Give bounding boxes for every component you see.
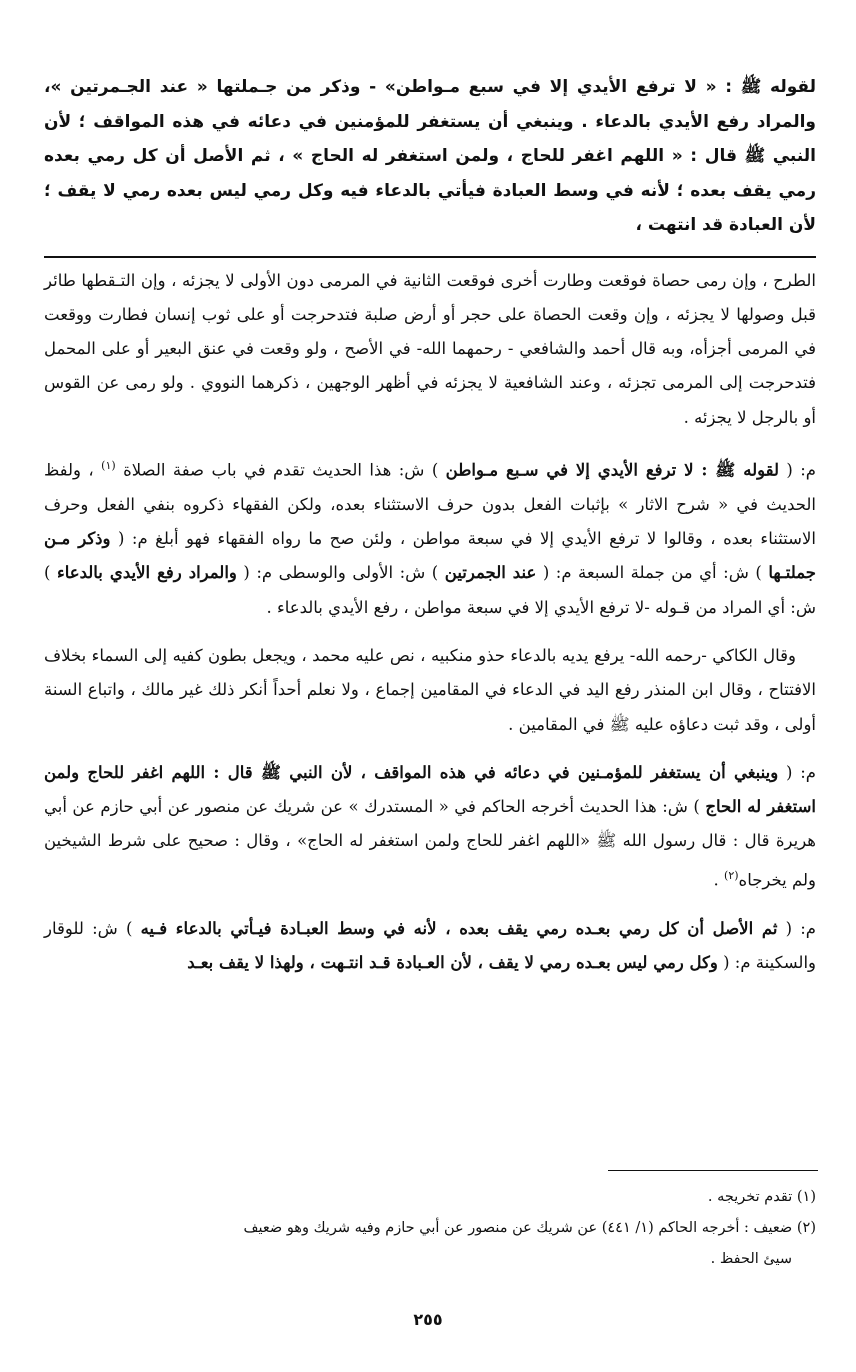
separator-rule: [44, 256, 816, 258]
matn-quote: لقوله ﷺ : لا ترفع الأيدي إلا في سـبع مـواطن: [445, 460, 779, 480]
matn-quote: وينبغي أن يستغفر للمؤمـنين في دعائه في هذه المواقف ، لأن النبي ﷺ قال : اللهم اغفر للحاج ولمن استغفر له الحاج: [44, 762, 816, 817]
matn-marker: م: (: [785, 918, 816, 938]
sharh-text: ) ش: هذا الحديث أخرجه الحاكم في « المستدرك » عن شريك عن منصور عن أبي حازم عن أبي هريرة قال : قال رسول الله ﷺ «اللهم اغفر للحاج ولمن استغفر له الحاج» ، وقال : صحيح على شرط الشيخين ولم يخرجاه: [44, 797, 816, 890]
matn-quote: عند الجمرتين: [444, 563, 537, 583]
matn-quote: وذكر مـن جملتـها: [44, 529, 816, 583]
footnote-ref[interactable]: (٢): [724, 868, 739, 882]
footnote-2-continuation: سيئ الحفظ .: [710, 1251, 792, 1267]
matn-marker: م: (: [786, 460, 817, 480]
sharh-text: ) ش: للوقار والسكينة م: (: [44, 918, 816, 972]
commentary-paragraph-4: [44, 756, 816, 898]
footnote-number: (١): [796, 1189, 816, 1205]
commentary-paragraph-5: [44, 912, 816, 981]
commentary-paragraph-3: وقال الكاكي -رحمه الله- يرفع يديه بالدعاء حذو منكبيه ، نص عليه محمد ، ويجعل بطون كفيه إلى السماء بخلاف الافتتاح ، وقال ابن المنذر رفع اليد في الدعاء في المقامين إجماع ، ولا نعلم أحداً أنكر ذلك غير مالك ، واتباع السنة أولى ، وقد ثبت دعاؤه عليه ﷺ في المقامين .: [44, 645, 816, 734]
footnote-2: [44, 1214, 816, 1243]
matn-quote: والمراد رفع الأيدي بالدعاء: [56, 563, 237, 583]
page-body: [44, 70, 816, 994]
sharh-text: ) ش: الأولى والوسطى م: (: [243, 563, 439, 583]
footnote-number: (٢): [796, 1220, 816, 1236]
commentary-paragraph-1: الطرح ، وإن رمى حصاة فوقعت وطارت أخرى فوقعت الثانية في المرمى دون الأولى لا يجزئه ، وإن التـقطها طائر قبل وصولها لا يجزئه ، وإن وقعت الحصاة على حجر أو أرض صلبة فتدحرجت أو على ثوب إنسان فطارت ووقعت في المرمى أجزأه، وبه قال أحمد والشافعي - رحمهما الله- في الأصح ، ولو وقعت في عنق البعير أو على المحمل فتدحرجت إلى المرمى تجزئه ، وعند الشافعية لا يجزئه في أظهر الوجهين ، ذكرهما النووي . ولو رمى عن القوس أو بالرجل لا يجزئه .: [44, 270, 816, 427]
footnote-text: ضعيف : أخرجه الحاكم (١/ ٤٤١) عن شريك عن منصور عن أبي حازم وفيه شريك وهو ضعيف: [243, 1220, 793, 1236]
sentence-end: .: [713, 870, 719, 890]
sharh-text: ) ش: أي من جملة السبعة م: (: [542, 563, 762, 583]
footnote-text: تقدم تخريجه .: [707, 1189, 793, 1205]
sharh-text: ، ولفظ الحديث في « شرح الاثار » بإثبات الفعل بدون حرف الاستثناء بعده، ولكن الفقهاء ذكروه بنفي الفعل وحرف الاستثناء بعده ، وقالوا لا ترفع الأيدي إلا في سبعة مواطن ، ولئن صح ما رواه الفقهاء فهو أبلغ م: (: [44, 460, 816, 549]
footnote-1: [44, 1183, 816, 1212]
sharh-text: ) ش: أي المراد من قـوله -لا ترفع الأيدي إلا في سبعة مواطن ، رفع الأيدي بالدعاء .: [44, 563, 816, 617]
footnote-separator: [608, 1170, 818, 1171]
footnote-ref[interactable]: (١): [101, 458, 116, 472]
footnotes: [44, 1183, 816, 1274]
matn-quote: ثم الأصل أن كل رمي بعـده رمي يقف بعده ، لأنه في وسط العبـادة فيـأتي بالدعاء فـيه: [140, 918, 778, 938]
matn-quote: وكل رمي ليس بعـده رمي لا يقف ، لأن العـبادة قـد انتـهت ، ولهذا لا يقف بعـد: [187, 952, 718, 972]
matn-marker: م: (: [785, 762, 816, 782]
main-text-matn: لقوله ﷺ : « لا ترفع الأيدي إلا في سبع مـواطن» - وذكر من جـملتها « عند الجـمرتين »، والمراد رفع الأيدي بالدعاء . وينبغي أن يستغفر للمؤمنين في دعائه في هذه المواقف ؛ لأن النبي ﷺ قال : « اللهم اغفر للحاج ، ولمن استغفر له الحاج » ، ثم الأصل أن كل رمي بعده رمي يقف بعده ؛ لأنه في وسط العبادة فيأتي بالدعاء فيه وكل رمي ليس بعده رمي لا يقف ؛ لأن العبادة قد انتهت ،: [44, 77, 816, 235]
commentary-paragraph-2: [44, 449, 816, 625]
sharh-text: ) ش: هذا الحديث تقدم في باب صفة الصلاة: [123, 460, 439, 480]
page-number: ٢٥٥: [413, 1310, 443, 1329]
